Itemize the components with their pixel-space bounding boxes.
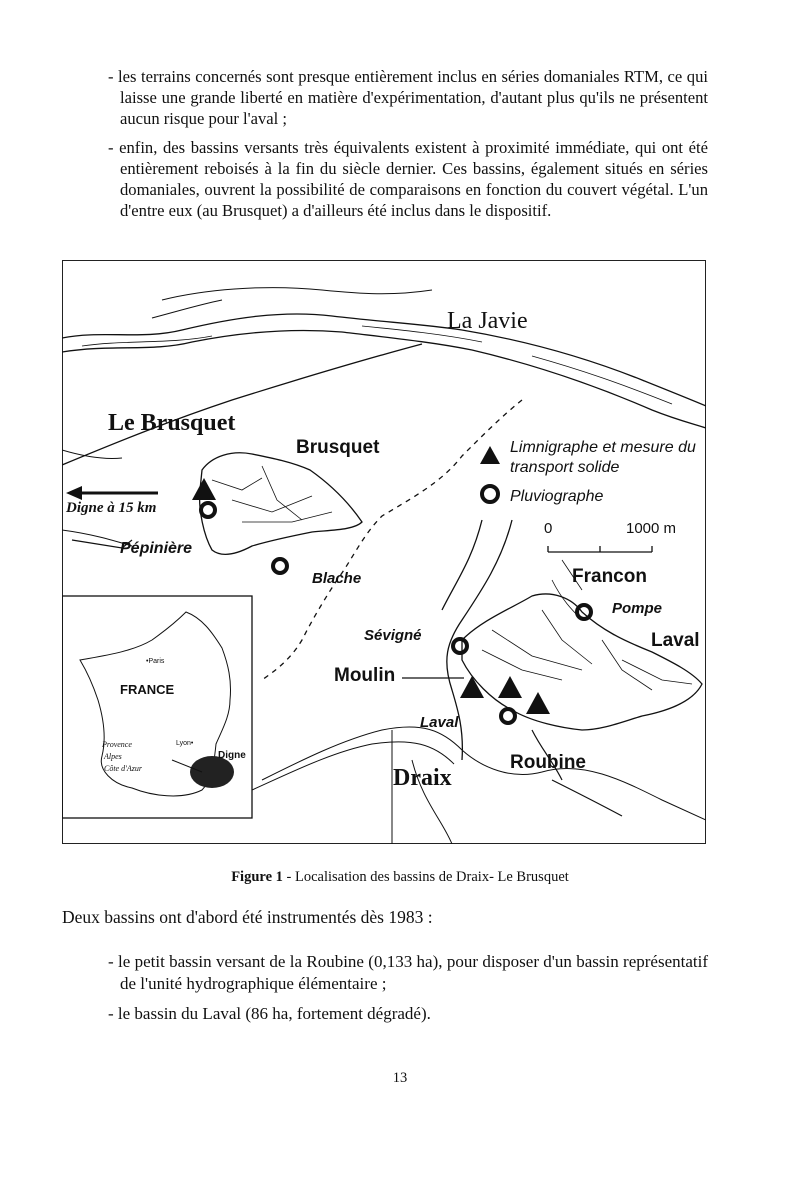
figure-caption-label: Figure 1 bbox=[231, 869, 283, 885]
inset-label-provence: Provence bbox=[102, 740, 132, 749]
intro-bullet-1: - les terrains concernés sont presque entièrement inclus en séries domaniales RTM, ce qui laisse une grande liberté en matière d'expérimentation, d'autant plus qu'ils ne présentent aucun risque pour l'aval ; bbox=[108, 67, 708, 128]
station-triangle-moulin bbox=[460, 676, 484, 698]
list-item-roubine: - le petit bassin versant de la Roubine (0,133 ha), pour disposer d'un bassin représentatif de l'unité hydrographique élémentaire ; bbox=[108, 952, 708, 993]
label-le-brusquet: Le Brusquet bbox=[108, 410, 236, 436]
label-laval-basin: Laval bbox=[651, 630, 700, 651]
label-francon: Francon bbox=[572, 566, 647, 587]
station-circle-brusquet bbox=[201, 503, 215, 517]
inset-label-france: FRANCE bbox=[120, 682, 175, 697]
list-item-laval: - le bassin du Laval (86 ha, fortement dégradé). bbox=[108, 1004, 431, 1023]
basin-brusquet-outline bbox=[200, 453, 362, 555]
label-pompe: Pompe bbox=[612, 600, 663, 617]
station-circle-pompe bbox=[577, 605, 591, 619]
station-triangle-laval bbox=[498, 676, 522, 698]
legend-pluviographe-symbol bbox=[482, 486, 498, 502]
label-la-javie: La Javie bbox=[447, 308, 528, 334]
inset-label-digne: Digne bbox=[218, 750, 246, 761]
legend-limnigraphe-symbol bbox=[480, 446, 500, 464]
station-circle-blache bbox=[273, 559, 287, 573]
station-circle-roubine bbox=[501, 709, 515, 723]
label-moulin: Moulin bbox=[334, 665, 396, 686]
label-pepiniere: Pépinière bbox=[120, 540, 193, 557]
label-sevigne: Sévigné bbox=[364, 627, 422, 644]
label-blache: Blache bbox=[312, 570, 362, 587]
inset-label-alpes: Alpes bbox=[104, 752, 122, 761]
label-basin-brusquet: Brusquet bbox=[296, 437, 380, 458]
legend-pluviographe-label: Pluviographe bbox=[510, 488, 604, 505]
label-digne-distance: Digne à 15 km bbox=[66, 500, 157, 516]
station-triangle-brusquet bbox=[192, 478, 216, 500]
intro-bullet-2: - enfin, des bassins versants très équivalents existent à proximité immédiate, qui ont été entièrement reboisés à la fin du siècle dernier. Ces bassins, également situés en séries domaniales, ouvrent la possibilité de comparaisons en fonction du couvert végétal. L'un d'entre eux (au Brusquet) a d'ailleurs été inclus dans le dispositif. bbox=[108, 138, 708, 220]
station-circle-sevigne bbox=[453, 639, 467, 653]
inset-label-paris: •Paris bbox=[146, 658, 165, 665]
station-triangle-roubine bbox=[526, 692, 550, 714]
scale-label-zero: 0 bbox=[544, 520, 553, 537]
label-draix: Draix bbox=[393, 765, 452, 791]
river-bleone bbox=[62, 288, 706, 428]
inset-label-cote: Côte d'Azur bbox=[104, 764, 142, 773]
figure-caption bbox=[0, 869, 800, 886]
page-number: 13 bbox=[392, 1070, 408, 1086]
figure-caption-text: - Localisation des bassins de Draix- Le Brusquet bbox=[282, 869, 569, 885]
scale-bar bbox=[548, 546, 652, 552]
label-laval-river: Laval bbox=[420, 714, 459, 731]
label-roubine: Roubine bbox=[510, 752, 586, 773]
inset-label-lyon: Lyon• bbox=[176, 740, 194, 747]
scale-label-max: 1000 m bbox=[626, 520, 677, 537]
basin-laval-outline bbox=[462, 594, 702, 730]
legend-limnigraphe-label: Limnigraphe et mesure du transport solide bbox=[510, 439, 696, 476]
body-intro: Deux bassins ont d'abord été instrumentés dès 1983 : bbox=[62, 907, 433, 927]
